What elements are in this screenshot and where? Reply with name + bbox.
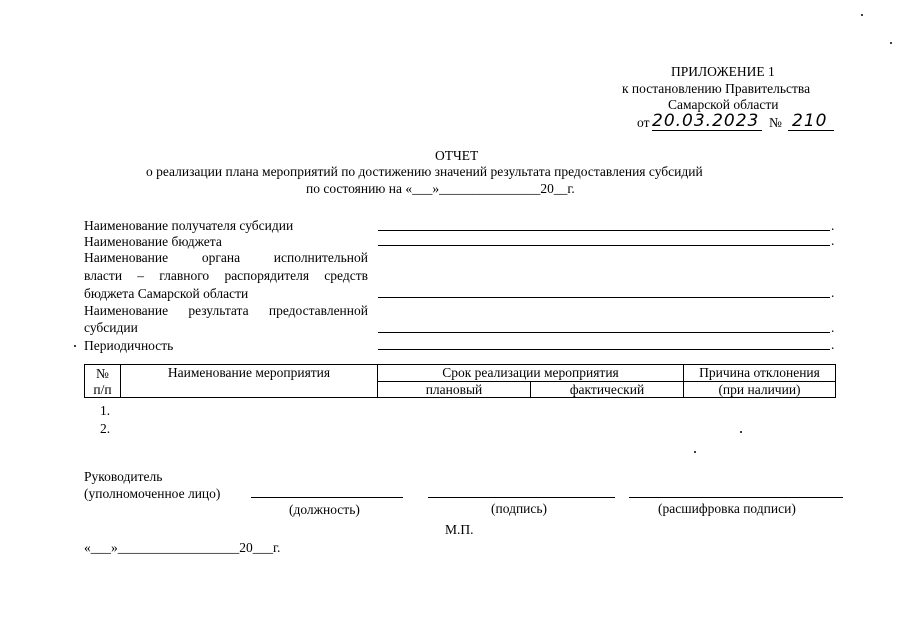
field-authority-dot: .: [831, 285, 835, 300]
scan-speck: [740, 431, 742, 433]
report-title: ОТЧЕТ: [435, 148, 479, 163]
field-result-line[interactable]: [378, 332, 830, 333]
scan-speck: [74, 345, 76, 347]
report-subtitle: о реализации плана мероприятий по достижению значений результата предоставления субсидий: [146, 164, 703, 179]
col-term-header: Срок реализации мероприятия: [378, 365, 684, 382]
appendix-line-1: к постановлению Правительства: [622, 81, 811, 96]
field-authority-label-3: бюджета Самарской области: [84, 286, 249, 301]
table-row-2-number: 2.: [100, 421, 111, 436]
field-result-label-2: субсидии: [84, 320, 138, 335]
appendix-number-label: №: [769, 115, 782, 130]
handwritten-date: 20.03.2023: [652, 111, 760, 131]
signature-head-label: Руководитель: [84, 469, 163, 484]
handwritten-number: 210: [792, 111, 828, 131]
field-recipient-dot: .: [831, 218, 835, 233]
signature-authorized-label: (уполномоченное лицо): [84, 486, 221, 501]
field-periodicity-line[interactable]: [378, 349, 830, 350]
field-authority-label-1: Наименование органа исполнительной: [84, 250, 368, 265]
field-recipient-line[interactable]: [378, 230, 830, 231]
field-result-dot: .: [831, 320, 835, 335]
field-periodicity-label: Периодичность: [84, 338, 174, 353]
position-caption: (должность): [289, 502, 360, 517]
col-planned-header: плановый: [378, 381, 531, 398]
table-row-1-number: 1.: [100, 403, 111, 418]
position-line[interactable]: [251, 497, 403, 498]
col-number-subheader: п/п: [85, 381, 121, 398]
col-reason-header-2: (при наличии): [684, 381, 836, 398]
scan-speck: [694, 451, 696, 453]
field-authority-label-2: власти – главного распорядителя средств: [84, 268, 368, 283]
events-table: [84, 364, 836, 398]
sign-caption: (подпись): [491, 501, 548, 516]
field-budget-dot: .: [831, 233, 835, 248]
decode-caption: (расшифровка подписи): [658, 501, 796, 516]
stamp-label: М.П.: [445, 522, 474, 537]
appendix-from-label: от: [637, 115, 650, 130]
decode-line[interactable]: [629, 497, 843, 498]
report-asof: по состоянию на «___»_______________20__г.: [306, 181, 575, 196]
appendix-title: ПРИЛОЖЕНИЕ 1: [671, 64, 775, 79]
signature-date: «___»__________________20___г.: [84, 540, 281, 555]
field-result-label-1: Наименование результата предоставленной: [84, 303, 368, 318]
field-periodicity-dot: .: [831, 337, 835, 352]
col-event-header: Наименование мероприятия: [121, 365, 378, 398]
scan-speck: [861, 14, 863, 16]
scan-speck: [890, 42, 892, 44]
col-reason-header-1: Причина отклонения: [684, 365, 836, 382]
col-number-header: №: [85, 365, 121, 382]
date-underline: [652, 130, 762, 131]
sign-line[interactable]: [428, 497, 615, 498]
field-budget-label: Наименование бюджета: [84, 234, 222, 249]
number-underline: [788, 130, 834, 131]
field-budget-line[interactable]: [378, 245, 830, 246]
col-actual-header: фактический: [531, 381, 684, 398]
appendix-line-2: Самарской области: [668, 97, 779, 112]
field-authority-line[interactable]: [378, 297, 830, 298]
field-recipient-label: Наименование получателя субсидии: [84, 218, 294, 233]
